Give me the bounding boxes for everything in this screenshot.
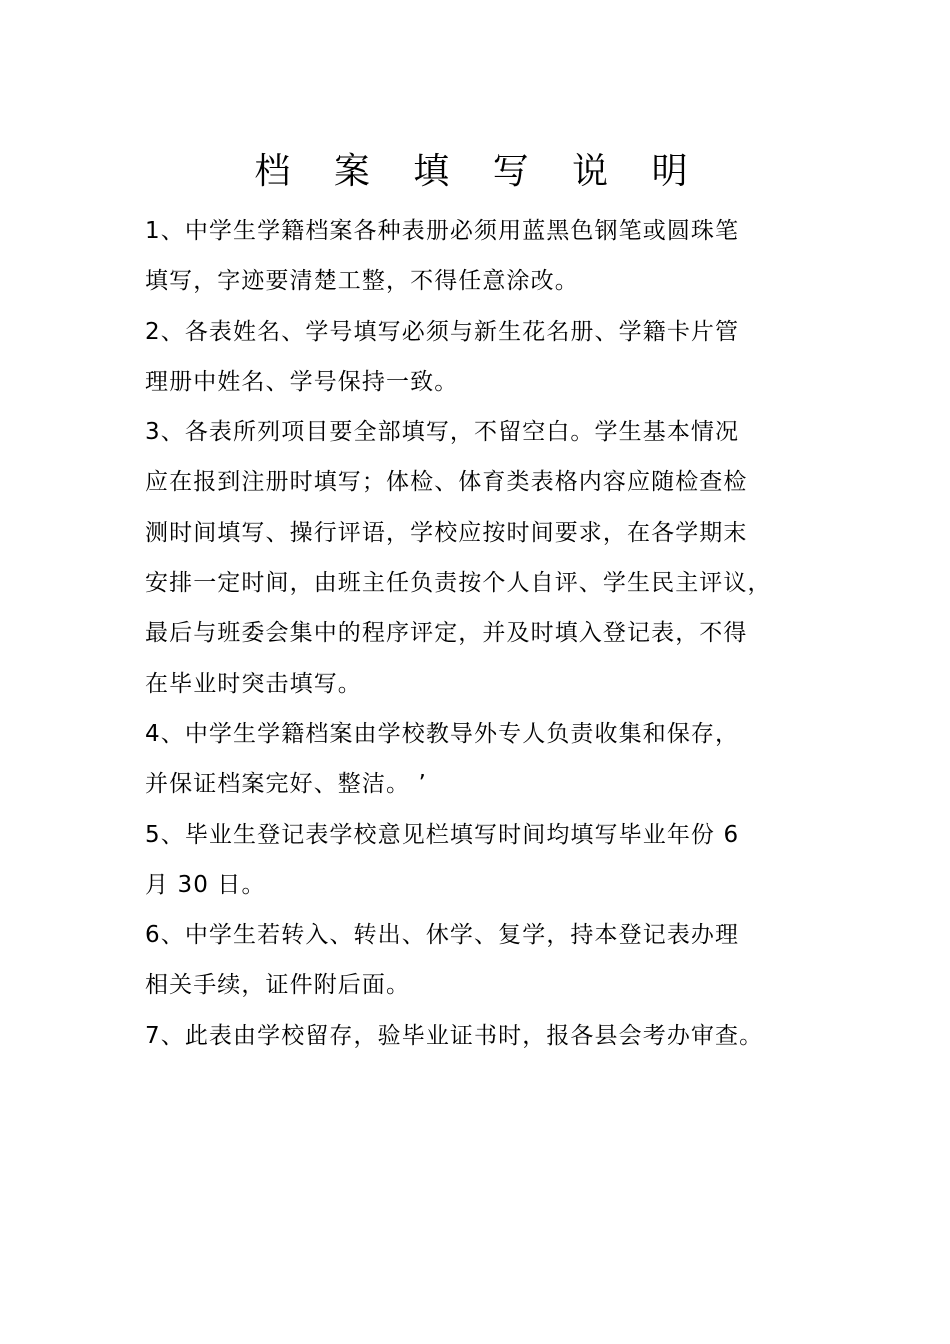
text-line: 应在报到注册时填写；体检、体育类表格内容应随检查检 [145, 469, 748, 496]
text-line: 7、此表由学校留存，验毕业证书时，报各县会考办审查。 [145, 1022, 764, 1049]
text-line: 月 30 日。 [145, 871, 266, 898]
instructions-body [145, 206, 825, 1061]
text-line: 2、各表姓名、学号填写必须与新生花名册、学籍卡片管 [145, 318, 740, 345]
instruction-item-6 [145, 910, 825, 1011]
text-line: 在毕业时突击填写。 [145, 670, 362, 697]
page-title: 档 案 填 写 说 明 [254, 151, 704, 192]
instruction-item-3 [145, 407, 825, 709]
text-line: 3、各表所列项目要全部填写，不留空白。学生基本情况 [145, 419, 740, 446]
text-line: 测时间填写、操行评语，学校应按时间要求，在各学期末 [145, 519, 748, 546]
instruction-item-5 [145, 810, 825, 911]
instruction-item-7 [145, 1011, 825, 1061]
text-line: 相关手续，证件附后面。 [145, 972, 411, 999]
text-line: 填写，字迹要清楚工整，不得任意涂改。 [145, 268, 579, 295]
text-line: 理册中姓名、学号保持一致。 [145, 368, 459, 395]
text-line: 并保证档案完好、整洁。 ’ [145, 771, 427, 798]
text-line: 1、中学生学籍档案各种表册必须用蓝黑色钢笔或圆珠笔 [145, 218, 740, 244]
text-line: 5、毕业生登记表学校意见栏填写时间均填写毕业年份 6 [145, 821, 740, 848]
text-line: 4、中学生学籍档案由学校教导外专人负责收集和保存， [145, 720, 740, 747]
text-line: 6、中学生若转入、转出、休学、复学，持本登记表办理 [145, 922, 740, 949]
instruction-item-1 [145, 206, 825, 307]
instruction-item-4 [145, 709, 825, 810]
instruction-item-2 [145, 307, 825, 408]
text-line: 安排一定时间，由班主任负责按个人自评、学生民主评议， [145, 570, 772, 597]
text-line: 最后与班委会集中的程序评定，并及时填入登记表，不得 [145, 620, 748, 647]
